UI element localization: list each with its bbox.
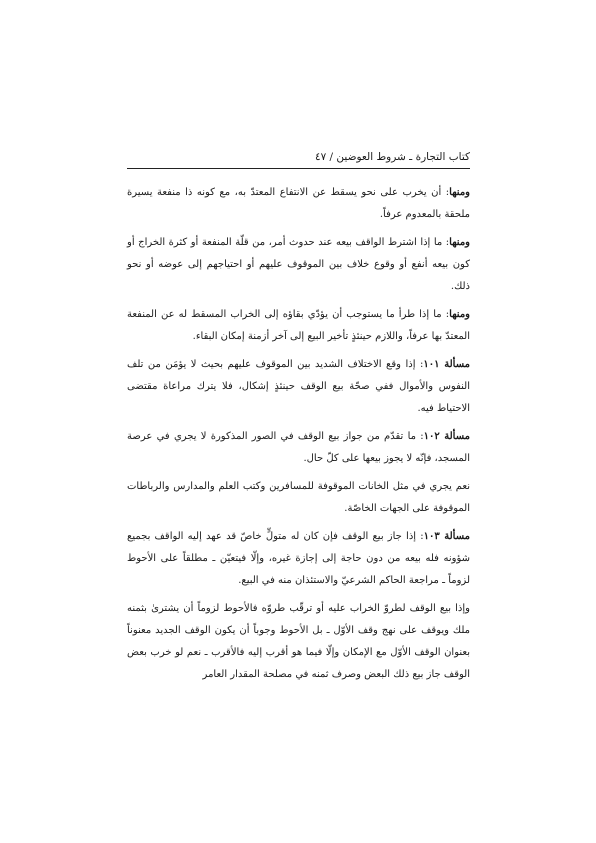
paragraph-lead: ومنها <box>449 187 470 198</box>
paragraph-lead: ومنها <box>449 237 470 248</box>
paragraph-lead: مسألة ١٠١ <box>423 359 470 370</box>
paragraph-text: : أن يخرب على نحو يسقط عن الانتفاع المعتدّ به، مع كونه ذا منفعة يسيرة ملحقة بالمعدوم عرفاً. <box>127 187 470 220</box>
paragraph-lead: ومنها <box>449 309 470 320</box>
paragraph <box>127 598 470 686</box>
paragraph-text: : ما تقدّم من جواز بيع الوقف في الصور المذكورة لا يجري في عرصة المسجد، فإنّه لا يجوز بيعها على كلّ حال. <box>127 431 470 464</box>
paragraph-text: : إذا وقع الاختلاف الشديد بين الموقوف عليهم بحيث لا يؤمَن من تلف النفوس والأموال ففي صحّة بيع الوقف حينئذٍ إشكال، فلا يترك مراعاة مقتضى الاحتياط فيه. <box>127 359 470 414</box>
paragraph-text: : ما إذا طرأ ما يستوجب أن يؤدّي بقاؤه إلى الخراب المسقط له عن المنفعة المعتدّ بها عرفاً، واللازم حينئذٍ تأخير البيع إلى آخر أزمنة إمكان البقاء. <box>127 309 470 342</box>
book-page <box>127 148 470 686</box>
paragraph-lead: مسألة ١٠٣ <box>423 531 470 542</box>
paragraph <box>127 354 470 420</box>
paragraph-text: وإذا بيع الوقف لطروّ الخراب عليه أو ترقّب طروّه فالأحوط لزوماً أن يشترىٰ بثمنه ملك ويوقف على نهج وقف الأوّل ـ بل الأحوط وجوباً أن يكون الوقف الجديد معنوناً بعنوان الوقف الأوّل مع الإمكان وإلّا فيما هو أقرب إليه فالأقرب ـ نعم لو خرب بعض الوقف جاز بيع ذلك البعض وصرف ثمنه في مصلحة المقدار العامر <box>127 603 470 680</box>
paragraph <box>127 526 470 592</box>
paragraph <box>127 304 470 348</box>
paragraph-lead: مسألة ١٠٢ <box>423 431 470 442</box>
paragraph-text: : ما إذا اشترط الواقف بيعه عند حدوث أمر، من قلّة المنفعة أو كثرة الخراج أو كون بيعه أنفع أو وقوع خلاف بين الموقوف عليهم أو احتياجهم إلى عوضه أو نحو ذلك. <box>127 237 470 292</box>
running-header: كتاب التجارة ـ شروط العوضين / ٤٧ <box>314 151 470 163</box>
paragraph-text: نعم يجري في مثل الخانات الموقوفة للمسافرين وكتب العلم والمدارس والرباطات الموقوفة على الجهات الخاصّة. <box>127 481 470 514</box>
paragraph <box>127 476 470 520</box>
paragraph-text: : إذا جاز بيع الوقف فإن كان له متولٍّ خاصّ قد عهد إليه الواقف بجميع شؤونه فله بيعه من دون حاجة إلى إجازة غيره، وإلّا فيتعيّن ـ مطلقاً على الأحوط لزوماً ـ مراجعة الحاكم الشرعيّ والاستئذان منه في البيع. <box>127 531 470 586</box>
paragraph <box>127 426 470 470</box>
header-rule <box>127 168 470 169</box>
paragraph <box>127 232 470 298</box>
paragraph <box>127 182 470 226</box>
